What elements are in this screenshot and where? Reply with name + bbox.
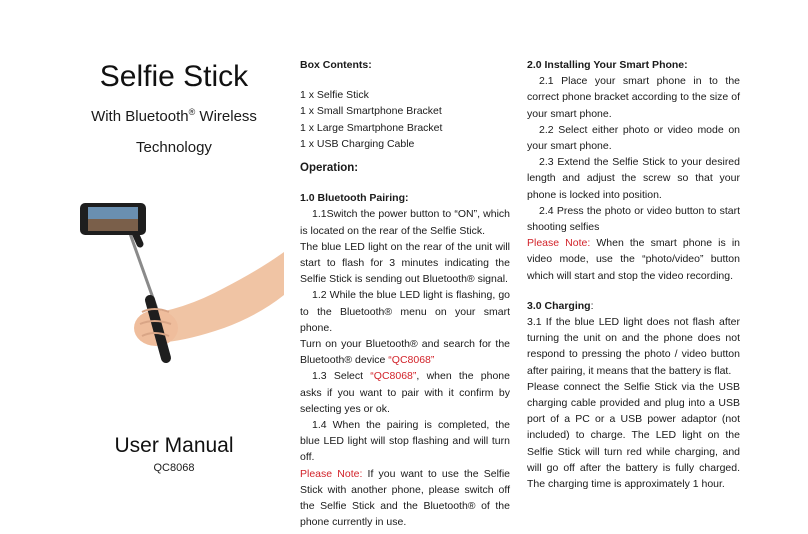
pairing-step-1-3-pre: 1.3 Select — [312, 370, 371, 383]
pairing-step-1-2: 1.2 While the blue LED light is flashing, go to the Bluetooth® menu on your smart phone. — [300, 289, 510, 334]
install-step-2-3: 2.3 Extend the Selfie Stick to your desired length and adjust the screw so that your phone is locked into position. — [527, 156, 740, 201]
install-step-2-2: 2.2 Select either photo or video mode on your smart phone. — [527, 123, 740, 153]
pairing-step-1-3 — [300, 368, 510, 417]
box-item: 1 x Small Smartphone Bracket — [300, 105, 442, 118]
registered-mark: ® — [188, 107, 196, 117]
cover-title: Selfie Stick — [99, 60, 249, 93]
box-item: 1 x Large Smartphone Bracket — [300, 121, 443, 134]
charging-heading-text: 3.0 Charging — [527, 299, 591, 312]
pairing-step-1-1: 1.1Switch the power button to “ON”, which is located on the rear of the Selfie Stick. — [300, 208, 510, 237]
install-note — [527, 235, 740, 284]
install-step-2-4: 2.4 Press the photo or video button to start shooting selfies — [527, 204, 740, 234]
pairing-step-1-3-post: , when the phone asks if you want to pair with it confirm by selecting yes or ok. — [300, 370, 510, 415]
box-item: 1 x USB Charging Cable — [300, 137, 415, 150]
phone-screen-people — [88, 219, 138, 231]
box-item: 1 x Selfie Stick — [300, 89, 369, 102]
pairing-step-1-4: 1.4 When the pairing is completed, the blue LED light will stop flashing and will turn off. — [300, 419, 510, 464]
charging-heading — [527, 298, 740, 314]
install-step-2-1: 2.1 Place your smart phone in to the correct phone bracket according to the size of your smart phone. — [527, 75, 740, 120]
pairing-step-1-2b-text: Turn on your Bluetooth® and search for the Bluetooth® device — [300, 338, 510, 367]
note-label: Please Note: — [300, 467, 363, 480]
subtitle-suffix: Wireless — [195, 108, 257, 125]
charging-heading-colon: : — [590, 299, 594, 312]
subtitle-text: With Bluetooth — [91, 108, 189, 125]
instructions-column-1 — [300, 57, 510, 530]
manual-label: User Manual — [114, 434, 234, 457]
charging-step-3-1: 3.1 If the blue LED light does not flash after turning the unit on and the phone does not respond to pressing the photo / video button after pairing, it means that the battery is flat. — [527, 316, 740, 377]
pairing-note — [300, 466, 510, 531]
pairing-step-1-2b — [300, 336, 510, 368]
note-text: If you want to use the Selfie Stick with another phone, please switch off the Selfie Stick and the Bluetooth® of the phone currently in use. — [300, 467, 510, 529]
instructions-column-2 — [527, 57, 740, 492]
installing-heading: 2.0 Installing Your Smart Phone: — [527, 59, 688, 71]
note-text: When the smart phone is in video mode, use the “photo/video” button which will start and stop the video recording. — [527, 237, 741, 282]
box-contents-heading: Box Contents: — [300, 59, 372, 71]
device-name: “QC8068” — [388, 354, 435, 367]
pairing-heading: 1.0 Bluetooth Pairing: — [300, 192, 409, 205]
model-number: QC8068 — [153, 462, 195, 474]
cover-subtitle-line2: Technology — [136, 139, 212, 156]
operation-heading: Operation: — [300, 162, 359, 175]
charging-step-3-2: Please connect the Selfie Stick via the USB charging cable provided and plug into a USB port of a PC or a USB power adaptor (not included) to charge. The LED light on the Selfie Stick will turn red while charging, and will go off after the battery is fully charged. The charging time is approximately 1 hour. — [527, 380, 740, 491]
cover-subtitle-line1 — [0, 108, 348, 125]
device-name: “QC8068” — [370, 370, 417, 383]
selfie-stick-photo — [74, 200, 284, 370]
pairing-step-1-1b: The blue LED light on the rear of the unit will start to flash for 3 minutes indicating the Selfie Stick is sending out Bluetooth® signal. — [300, 240, 510, 286]
note-label: Please Note: — [527, 237, 591, 250]
